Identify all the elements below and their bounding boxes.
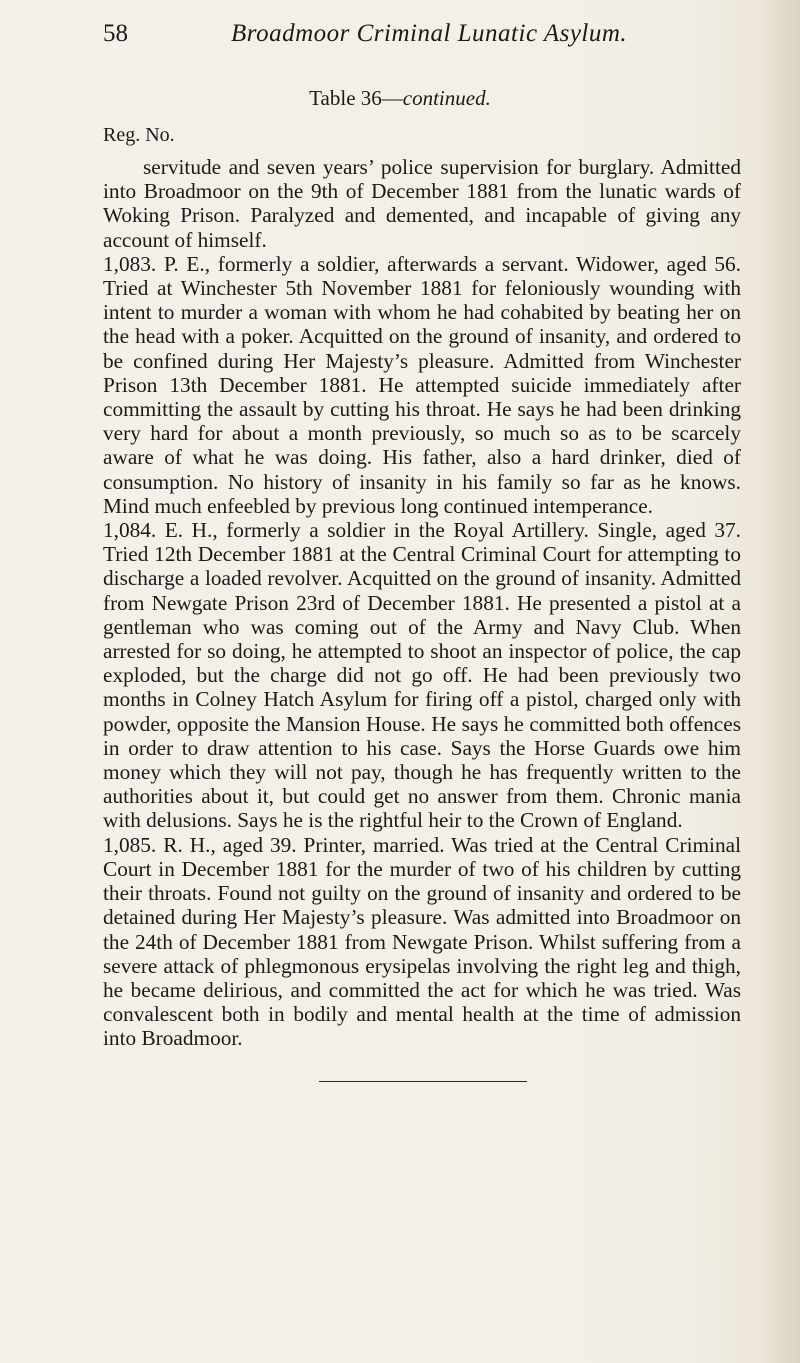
entry-text: E. H., formerly a soldier in the Royal Artillery. Single, aged 37. Tried 12th December 1881 at the Central Criminal Court for attempting to discharge a loaded revolver. Acquitted on the ground of insanity. Admitted from Newgate Prison 23rd of December 1881. He presented a pistol at a gentleman who was coming out of the Army and Navy Club. When arrested for so doing, he attempted to shoot an inspector of police, the cap exploded, but the charge did not go off. He had been previously two months in Colney Hatch Asylum for firing off a pistol, charged only with powder, opposite the Mansion House. He says he committed both offences in order to draw attention to his case. Says the Horse Guards owe him money which they will not pay, though he has frequently written to the authorities about it, but could get no answer from them. Chronic mania with delusions. Says he is the rightful heir to the Crown of England. — [103, 518, 741, 833]
entry-1085 — [103, 833, 741, 1051]
reg-no-label: Reg. No. — [103, 124, 175, 146]
page-number: 58 — [103, 20, 128, 47]
page-edge-shadow — [760, 0, 800, 1363]
paragraph-text: servitude and seven years’ police supervision for burglary. Admitted into Broadmoor on the 9th of December 1881 from the lunatic wards of Woking Prison. Paralyzed and demented, and incapable of giving any account of himself. — [103, 155, 741, 252]
table-caption — [0, 86, 800, 111]
paragraph-continued — [103, 155, 741, 252]
running-head — [103, 20, 743, 54]
end-rule — [319, 1081, 527, 1082]
entry-text: R. H., aged 39. Printer, married. Was tried at the Central Criminal Court in December 1881 for the murder of two of his children by cutting their throats. Found not guilty on the ground of insanity and ordered to be detained during Her Majesty’s pleasure. Was admitted into Broadmoor on the 24th of December 1881 from Newgate Prison. Whilst suffering from a severe attack of phlegmonous erysipelas involving the right leg and thigh, he became delirious, and committed the act for which he was tried. Was convalescent both in bodily and mental health at the time of admission into Broadmoor. — [103, 832, 741, 1051]
table-caption-label: Table 36— — [309, 86, 403, 110]
body-text — [103, 155, 741, 1051]
entry-reg-number: 1,083. — [103, 251, 157, 276]
entry-text: P. E., formerly a soldier, afterwards a servant. Widower, aged 56. Tried at Winchester 5th November 1881 for feloniously wounding with intent to murder a woman with whom he had cohabited by beating her on the head with a poker. Acquitted on the ground of insanity, and ordered to be confined during Her Majesty’s pleasure. Admitted from Winchester Prison 13th December 1881. He attempted suicide immediately after committing the assault by cutting his throat. He says he had been drinking very hard for about a month previously, so much so as to be scarcely aware of what he was doing. His father, also a hard drinker, died of consumption. No history of insanity in his family so far as he knows. Mind much enfeebled by previous long continued intemperance. — [103, 251, 742, 518]
entry-reg-number: 1,085. — [103, 832, 157, 857]
entry-1084 — [103, 518, 741, 833]
entry-reg-number: 1,084. — [103, 518, 157, 543]
book-title: Broadmoor Criminal Lunatic Asylum. — [231, 20, 628, 47]
entry-1083 — [103, 252, 741, 518]
table-caption-continued: continued. — [402, 86, 491, 110]
